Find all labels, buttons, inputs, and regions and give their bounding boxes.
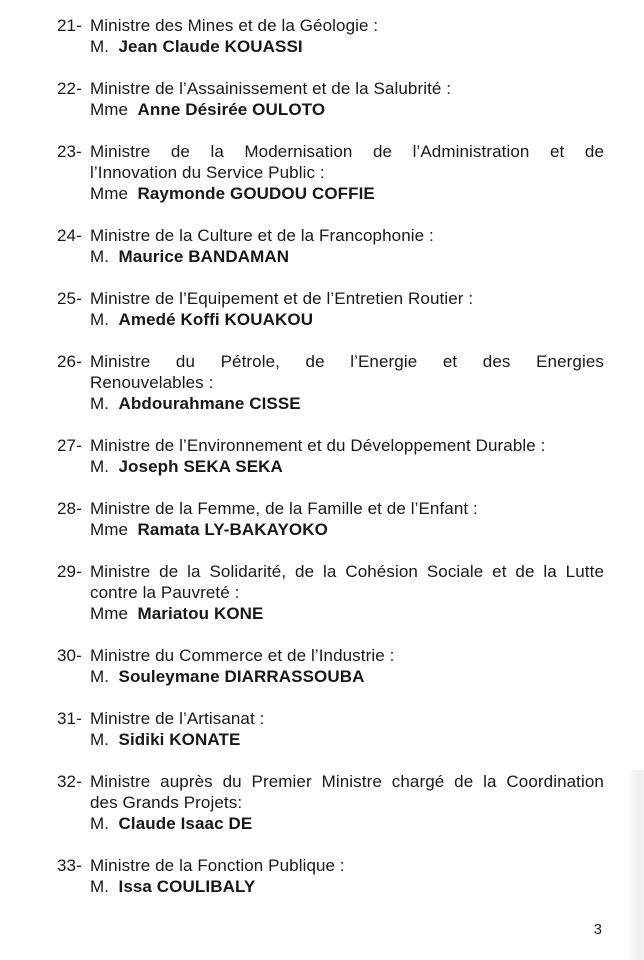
minister-number: 30- — [57, 646, 82, 665]
minister-number: 33- — [57, 856, 82, 875]
minister-number: 26- — [57, 352, 82, 371]
minister-name: Issa COULIBALY — [118, 877, 256, 896]
minister-name-prefix: Mme — [90, 520, 129, 539]
minister-title-line: Ministre de la Solidarité, de la Cohésion Sociale et de la Lutte — [90, 562, 604, 581]
minister-name-prefix: M. — [90, 877, 110, 896]
minister-item — [57, 78, 604, 120]
minister-name-prefix: Mme — [90, 184, 129, 203]
minister-name-prefix: M. — [90, 457, 110, 476]
minister-number: 31- — [57, 709, 82, 728]
minister-body — [90, 15, 604, 57]
minister-number: 22- — [57, 79, 82, 98]
minister-title-line: Ministre de l’Artisanat : — [90, 709, 265, 728]
ministers-list — [57, 15, 604, 897]
minister-body — [90, 561, 604, 624]
minister-name-prefix: M. — [90, 37, 110, 56]
minister-name: Claude Isaac DE — [118, 814, 253, 833]
minister-name-prefix: M. — [90, 394, 110, 413]
minister-name: Anne Désirée OULOTO — [137, 100, 326, 119]
minister-body — [90, 498, 604, 540]
minister-title-line: Ministre de la Modernisation de l’Administration et de — [90, 142, 604, 161]
minister-item — [57, 141, 604, 204]
minister-title-line: Ministre des Mines et de la Géologie : — [90, 16, 379, 35]
minister-body — [90, 225, 604, 267]
minister-name: Souleymane DIARRASSOUBA — [118, 667, 365, 686]
minister-item — [57, 225, 604, 267]
minister-title-line: Ministre du Commerce et de l’Industrie : — [90, 646, 395, 665]
minister-name-line — [90, 730, 240, 749]
minister-name: Jean Claude KOUASSI — [118, 37, 303, 56]
minister-body — [90, 771, 604, 834]
minister-name-line — [90, 814, 252, 833]
minister-title-line: Ministre de la Fonction Publique : — [90, 856, 345, 875]
minister-name-line — [90, 247, 289, 266]
minister-item — [57, 855, 604, 897]
minister-number: 27- — [57, 436, 82, 455]
minister-body — [90, 351, 604, 414]
page-number: 3 — [593, 921, 602, 938]
scan-edge-shadow — [628, 770, 644, 960]
minister-number: 32- — [57, 772, 82, 791]
minister-item — [57, 15, 604, 57]
minister-title-line: Ministre de l’Equipement et de l’Entretien Routier : — [90, 289, 474, 308]
minister-item — [57, 771, 604, 834]
minister-name: Ramata LY-BAKAYOKO — [137, 520, 328, 539]
minister-title-line: Ministre du Pétrole, de l’Energie et des Energies — [90, 352, 604, 371]
minister-name: Sidiki KONATE — [118, 730, 241, 749]
minister-body — [90, 435, 604, 477]
minister-name-line — [90, 394, 301, 413]
minister-name-line — [90, 604, 263, 623]
minister-title-line: Ministre de la Femme, de la Famille et de l’Enfant : — [90, 499, 478, 518]
minister-name: Amedé Koffi KOUAKOU — [118, 310, 314, 329]
minister-body — [90, 141, 604, 204]
minister-name: Raymonde GOUDOU COFFIE — [137, 184, 375, 203]
minister-name-prefix: Mme — [90, 604, 129, 623]
minister-body — [90, 288, 604, 330]
minister-body — [90, 645, 604, 687]
minister-name-prefix: M. — [90, 247, 110, 266]
minister-name: Abdourahmane CISSE — [118, 394, 301, 413]
minister-name-line — [90, 877, 255, 896]
minister-title-line: Ministre de la Culture et de la Francophonie : — [90, 226, 434, 245]
minister-number: 28- — [57, 499, 82, 518]
minister-title-line: Ministre de l’Environnement et du Développement Durable : — [90, 436, 546, 455]
minister-number: 29- — [57, 562, 82, 581]
minister-number: 25- — [57, 289, 82, 308]
minister-title-line: Renouvelables : — [90, 373, 214, 392]
minister-name-line — [90, 457, 283, 476]
minister-name-prefix: M. — [90, 730, 110, 749]
minister-number: 24- — [57, 226, 82, 245]
minister-title-line: l’Innovation du Service Public : — [90, 163, 325, 182]
minister-body — [90, 78, 604, 120]
minister-title-line: Ministre de l’Assainissement et de la Salubrité : — [90, 79, 452, 98]
minister-name-prefix: M. — [90, 814, 110, 833]
minister-item — [57, 498, 604, 540]
minister-name-prefix: M. — [90, 667, 110, 686]
minister-name: Maurice BANDAMAN — [118, 247, 290, 266]
minister-item — [57, 288, 604, 330]
minister-name-line — [90, 100, 325, 119]
minister-item — [57, 645, 604, 687]
minister-number: 21- — [57, 16, 82, 35]
minister-body — [90, 855, 604, 897]
minister-title-line: contre la Pauvreté : — [90, 583, 240, 602]
minister-name: Mariatou KONE — [137, 604, 264, 623]
minister-name-line — [90, 37, 303, 56]
minister-item — [57, 435, 604, 477]
minister-name-prefix: Mme — [90, 100, 129, 119]
minister-name: Joseph SEKA SEKA — [118, 457, 283, 476]
minister-title-line: des Grands Projets: — [90, 793, 243, 812]
minister-name-line — [90, 184, 375, 203]
minister-body — [90, 708, 604, 750]
minister-name-line — [90, 520, 328, 539]
minister-title-line: Ministre auprès du Premier Ministre chargé de la Coordination — [90, 772, 604, 791]
minister-item — [57, 561, 604, 624]
minister-item — [57, 351, 604, 414]
minister-name-prefix: M. — [90, 310, 110, 329]
minister-item — [57, 708, 604, 750]
minister-name-line — [90, 667, 365, 686]
minister-name-line — [90, 310, 313, 329]
minister-number: 23- — [57, 142, 82, 161]
